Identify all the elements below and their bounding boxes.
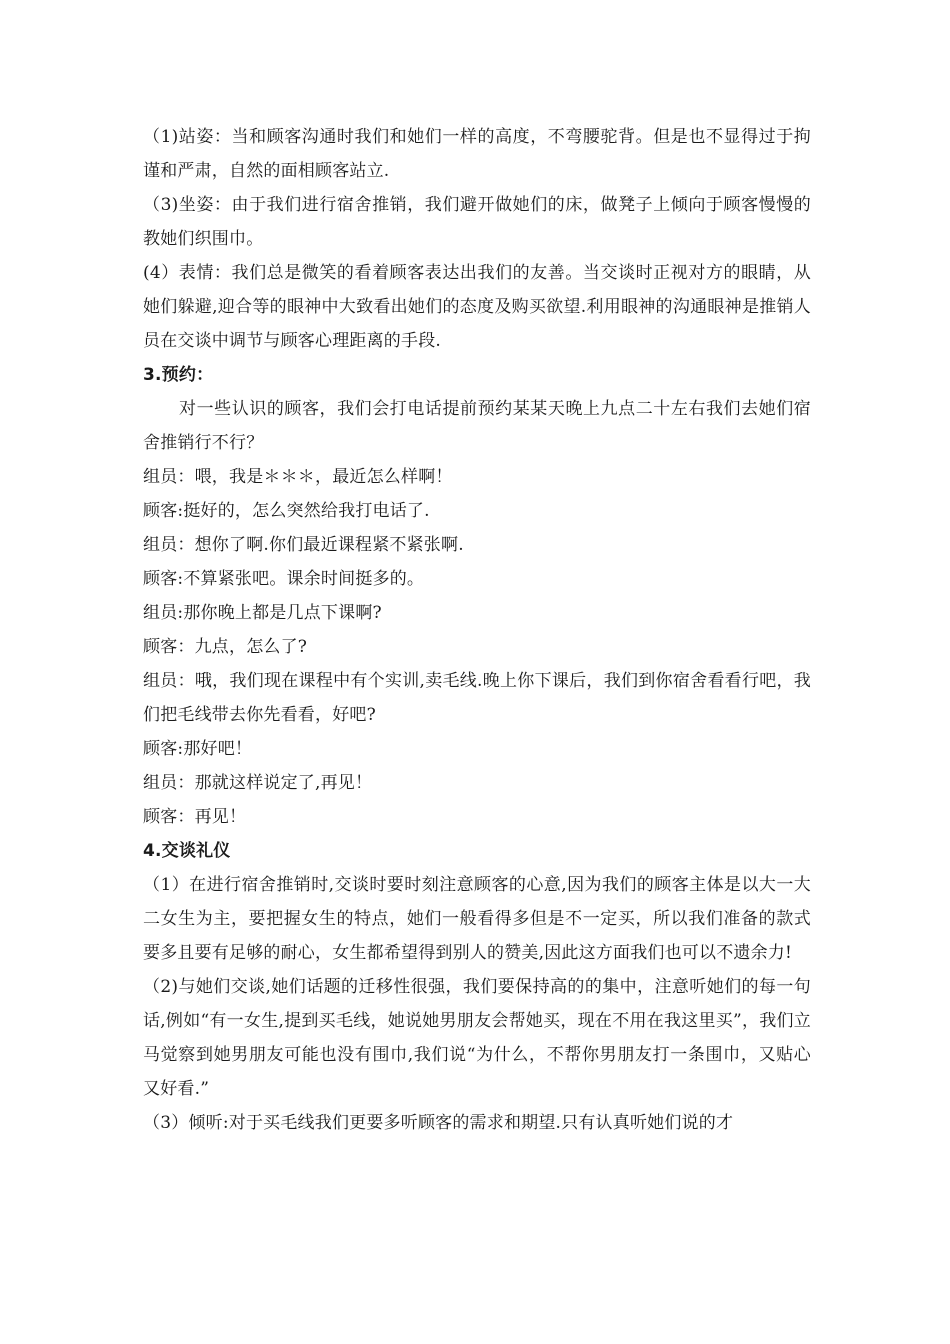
paragraph-standing-posture: （1)站姿：当和顾客沟通时我们和她们一样的高度，不弯腰驼背。但是也不显得过于拘谨和严肃，自然的面相顾客站立. [143,127,811,181]
paragraph-appointment-intro: 对一些认识的顾客，我们会打电话提前预约某某天晚上九点二十左右我们去她们宿舍推销行不行？ [143,399,811,453]
paragraph-expression: (4）表情：我们总是微笑的看着顾客表达出我们的友善。当交谈时正视对方的眼睛，从她们躲避,迎合等的眼神中大致看出她们的态度及购买欲望.利用眼神的沟通眼神是推销人员在交谈中调节与顾客心理距离的手段. [143,263,811,351]
heading-appointment: 3.预约： [143,365,214,385]
dialogue-line: 组员：哦，我们现在课程中有个实训,卖毛线.晚上你下课后，我们到你宿舍看看行吧，我们把毛线带去你先看看，好吧? [143,671,811,725]
document-body [143,120,811,1140]
paragraph-etiquette-1: （1）在进行宿舍推销时,交谈时要时刻注意顾客的心意,因为我们的顾客主体是以大一大二女生为主，要把握女生的特点，她们一般看得多但是不一定买，所以我们准备的款式要多且要有足够的耐心，女生都希望得到别人的赞美,因此这方面我们也可以不遗余力! [143,875,811,963]
paragraph-etiquette-2: （2)与她们交谈,她们话题的迁移性很强，我们要保持高的的集中，注意听她们的每一句话,例如“有一女生,提到买毛线，她说她男朋友会帮她买，现在不用在我这里买”，我们立马觉察到她男朋友可能也没有围巾,我们说“为什么，不帮你男朋友打一条围巾，又贴心又好看.” [143,977,811,1099]
dialogue-line: 顾客:那好吧！ [143,739,253,759]
dialogue-line: 组员：想你了啊.你们最近课程紧不紧张啊. [143,535,464,555]
dialogue-line: 组员：那就这样说定了,再见！ [143,773,373,793]
paragraph-etiquette-3: （3）倾听:对于买毛线我们更要多听顾客的需求和期望.只有认真听她们说的才 [143,1113,734,1133]
dialogue-line: 顾客:不算紧张吧。课余时间挺多的。 [143,569,425,589]
dialogue-line: 组员:那你晚上都是几点下课啊? [143,603,382,623]
heading-conversation-etiquette: 4.交谈礼仪 [143,841,231,861]
paragraph-sitting-posture: （3)坐姿：由于我们进行宿舍推销，我们避开做她们的床，做凳子上倾向于顾客慢慢的教她们织围巾。 [143,195,811,249]
dialogue-line: 顾客：再见！ [143,807,247,827]
dialogue-line: 组员：喂，我是＊＊＊，最近怎么样啊！ [143,467,453,487]
dialogue-line: 顾客:挺好的，怎么突然给我打电话了. [143,501,430,521]
dialogue-line: 顾客：九点，怎么了? [143,637,308,657]
